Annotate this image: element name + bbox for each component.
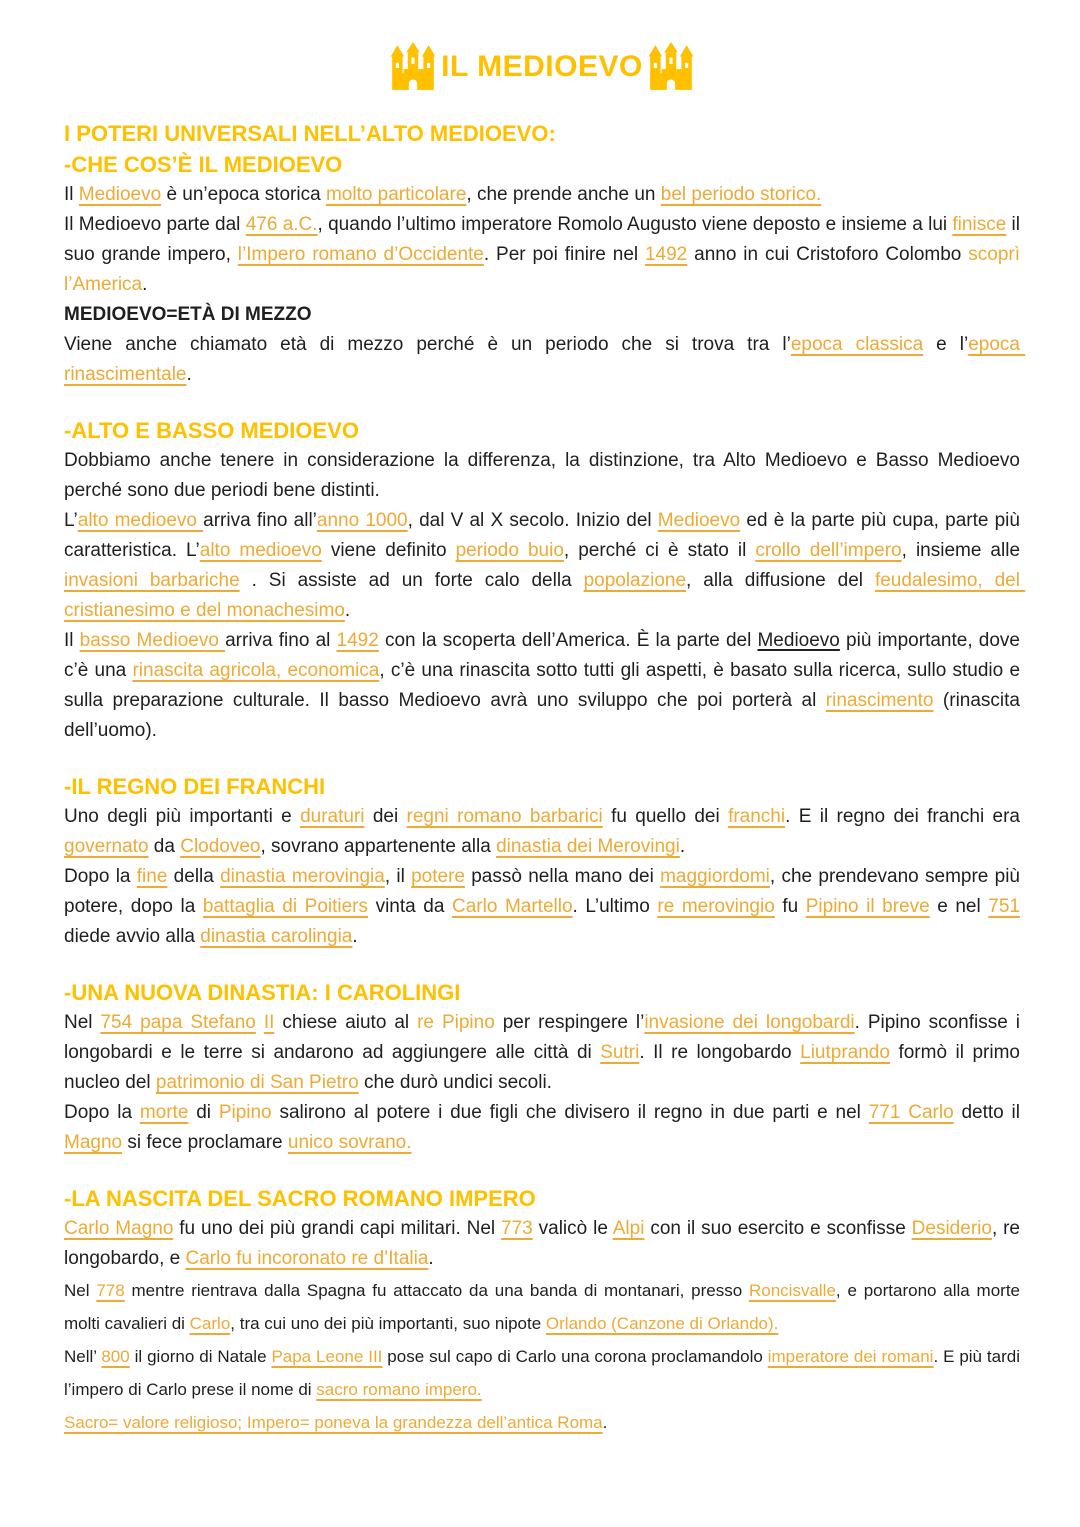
text-run: della	[167, 866, 221, 887]
highlighted-term: re merovingio	[657, 896, 775, 917]
highlighted-term: Sutri	[600, 1042, 640, 1063]
highlighted-term: duraturi	[300, 806, 365, 827]
highlighted-term: 771 Carlo	[868, 1102, 954, 1123]
text-run: viene definito	[321, 540, 456, 561]
highlighted-term: 476 a.C.	[245, 214, 318, 235]
section-heading: -CHE COS’È IL MEDIOEVO	[64, 152, 343, 177]
text-run: anno in cui Cristoforo Colombo	[687, 244, 969, 265]
castle-icon	[388, 42, 438, 92]
text-run: passò nella mano dei	[464, 866, 661, 887]
highlighted-term: alto medioevo	[77, 510, 204, 531]
text-run: .	[352, 926, 358, 947]
highlighted-term: governato	[64, 836, 149, 857]
paragraph	[64, 446, 1026, 506]
text-run: , insieme alle	[901, 540, 1026, 561]
highlighted-term: anno 1000	[316, 510, 408, 531]
highlighted-term: dinastia carolingia	[200, 926, 353, 947]
paragraph	[64, 1274, 1025, 1340]
highlighted-term: periodo buio	[455, 540, 564, 561]
text-run: Nel	[64, 1012, 101, 1033]
text-run: scoprì l’America	[64, 244, 1026, 295]
text-run: , che prende anche un	[466, 184, 661, 205]
paragraph	[64, 1008, 1026, 1098]
text-run: formò il primo nucleo del	[64, 1042, 1026, 1093]
highlighted-term: 754 papa Stefano	[100, 1012, 256, 1033]
highlighted-term: Alpi	[612, 1218, 645, 1239]
paragraph	[64, 1340, 1025, 1406]
castle-icon	[646, 42, 696, 92]
text-run: .	[602, 1413, 608, 1432]
highlighted-term: 751	[988, 896, 1020, 917]
highlighted-term: Carlo	[189, 1314, 231, 1333]
text-run	[256, 1012, 264, 1033]
text-run: Viene anche chiamato età di mezzo perché è un periodo che si trova tra l’	[64, 334, 791, 355]
highlighted-term: 800	[101, 1347, 130, 1366]
text-run: .	[142, 274, 148, 295]
highlighted-term: rinascimento	[825, 690, 934, 711]
text-run: fu uno dei più grandi capi militari. Nel	[173, 1218, 502, 1239]
text-run: fu quello dei	[602, 806, 729, 827]
text-run: (rinascita dell’uomo).	[64, 690, 1026, 741]
text-run: Dobbiamo anche tenere in considerazione la differenza, la distinzione, tra Alto Medioevo e Basso Medioevo perché sono due periodi bene distinti.	[64, 450, 1026, 501]
text-run: .	[344, 600, 351, 621]
highlighted-term: popolazione	[583, 570, 687, 591]
highlighted-term: Medioevo	[78, 184, 162, 205]
text-run: .	[679, 836, 686, 857]
text-run: , re longobardo, e	[64, 1218, 1026, 1269]
text-run: Nell’	[64, 1347, 102, 1366]
highlighted-term: battaglia di Poitiers	[202, 896, 369, 917]
highlighted-term: Carlo Magno	[64, 1218, 174, 1239]
paragraph	[64, 180, 1020, 210]
text-run: . Per poi finire nel	[483, 244, 645, 265]
highlighted-term: franchi	[728, 806, 786, 827]
highlighted-term: l’Impero romano d’Occidente	[237, 244, 484, 265]
text-run: Il	[64, 630, 80, 651]
highlighted-term: potere	[411, 866, 465, 887]
text-run: , tra cui uno dei più importanti, suo nipote	[230, 1314, 546, 1333]
highlighted-term: feudalesimo, del cristianesimo e del monachesimo	[64, 570, 1026, 621]
paragraph	[64, 210, 1026, 300]
text-run: per respingere l’	[494, 1012, 645, 1033]
text-run: detto il	[953, 1102, 1026, 1123]
text-run: Nel	[64, 1281, 97, 1300]
text-run: , dal V al X secolo. Inizio del	[407, 510, 658, 531]
text-run: , c’è una rinascita sotto tutti gli aspetti, è basato sulla ricerca, sullo studio e sulla preparazione culturale. Il basso Medioevo avrà uno sviluppo che poi porterà al	[64, 660, 1026, 711]
section-heading: -ALTO E BASSO MEDIOEVO	[64, 418, 359, 443]
text-run: ed è la parte più cupa, parte più caratteristica. L’	[64, 510, 1026, 561]
text-run: , sovrano appartenente alla	[260, 836, 497, 857]
text-run: salirono al potere i due figli che divisero il regno in due parti e nel	[271, 1102, 869, 1123]
highlighted-term: II	[263, 1012, 275, 1033]
highlighted-term: Medioevo	[657, 510, 741, 531]
highlighted-term: molto particolare	[325, 184, 467, 205]
paragraph	[64, 300, 1020, 330]
highlighted-term: morte	[139, 1102, 189, 1123]
highlighted-term: 1492	[336, 630, 379, 651]
paragraph	[64, 330, 1026, 390]
highlighted-term: patrimonio di San Pietro	[155, 1072, 359, 1093]
document-blocks	[64, 118, 1026, 1439]
text-run: Dopo la	[64, 866, 137, 887]
text-run: .	[186, 364, 192, 385]
highlighted-term: maggiordomi	[660, 866, 770, 887]
highlighted-term: Roncisvalle	[748, 1281, 836, 1300]
text-run: MEDIOEVO=ETÀ DI MEZZO	[64, 304, 312, 325]
highlighted-term: Carlo Martello	[451, 896, 573, 917]
highlighted-term: basso Medioevo	[79, 630, 226, 651]
highlighted-term: imperatore dei romani	[767, 1347, 934, 1366]
text-run: che durò undici secoli.	[358, 1072, 552, 1093]
text-run: . E più tardi l’impero di Carlo prese il nome di	[64, 1347, 1025, 1399]
section-heading: -IL REGNO DEI FRANCHI	[64, 774, 326, 799]
text-run: fu	[774, 896, 806, 917]
text-run: Medioevo	[757, 630, 840, 651]
text-run: , e portarono alla morte molti cavalieri di	[64, 1281, 1025, 1333]
text-run: . Il re longobardo	[639, 1042, 801, 1063]
paragraph	[64, 626, 1026, 746]
text-run: il suo grande impero,	[64, 214, 1026, 265]
text-run: diede avvio alla	[64, 896, 1026, 947]
text-run: più importante, dove c’è una	[64, 630, 1026, 681]
text-run: con il suo esercito e sconfisse	[644, 1218, 912, 1239]
text-run: , perché ci è stato il	[563, 540, 756, 561]
highlighted-term: crollo dell’impero	[755, 540, 902, 561]
highlighted-term: Clodoveo	[180, 836, 261, 857]
text-run: arriva fino all’	[203, 510, 317, 531]
highlighted-term: finisce	[952, 214, 1007, 235]
text-run: dei	[364, 806, 407, 827]
highlighted-term: dinastia merovingia	[220, 866, 385, 887]
section-title: I POTERI UNIVERSALI NELL’ALTO MEDIOEVO:	[64, 121, 556, 146]
text-run: vinta da	[368, 896, 452, 917]
highlighted-term: rinascita agricola, economica	[132, 660, 380, 681]
text-run: L’	[64, 510, 78, 531]
text-run: mentre rientrava dalla Spagna fu attaccato da una banda di montanari, presso	[124, 1281, 749, 1300]
text-run: si fece proclamare	[122, 1132, 288, 1153]
highlighted-term: alto medioevo	[199, 540, 322, 561]
highlighted-term: Sacro= valore religioso; Impero= poneva la grandezza dell’antica Roma	[64, 1413, 603, 1432]
highlighted-term: Magno	[64, 1132, 123, 1153]
highlighted-term: 1492	[644, 244, 688, 265]
text-run: con la scoperta dell’America. È la parte del	[378, 630, 758, 651]
text-run: , quando l’ultimo imperatore Romolo Augusto viene deposto e insieme a lui	[317, 214, 953, 235]
highlighted-term: Pipino il breve	[805, 896, 930, 917]
text-run: Pipino	[218, 1102, 272, 1123]
text-run: da	[148, 836, 181, 857]
paragraph	[64, 1214, 1026, 1274]
highlighted-term: invasione dei longobardi	[644, 1012, 855, 1033]
highlighted-term: 773	[501, 1218, 533, 1239]
highlighted-term: sacro romano impero.	[316, 1380, 482, 1399]
section-heading: -LA NASCITA DEL SACRO ROMANO IMPERO	[64, 1186, 536, 1211]
highlighted-term: dinastia dei Merovingi	[496, 836, 680, 857]
document-header	[64, 42, 1020, 92]
text-run: . Si assiste ad un forte calo della	[239, 570, 584, 591]
section-heading: -UNA NUOVA DINASTIA: I CAROLINGI	[64, 980, 461, 1005]
text-run: . Pipino sconfisse i longobardi e le terre si andarono ad aggiungere alle città di	[64, 1012, 1026, 1063]
highlighted-term: fine	[136, 866, 168, 887]
page-title: IL MEDIOEVO	[441, 50, 643, 83]
paragraph	[64, 1098, 1026, 1158]
text-run: arriva fino al	[225, 630, 337, 651]
paragraph	[64, 506, 1026, 626]
text-run: Il Medioevo parte dal	[64, 214, 246, 235]
highlighted-term: 778	[96, 1281, 125, 1300]
text-run: il giorno di Natale	[129, 1347, 272, 1366]
text-run: , alla diffusione del	[686, 570, 875, 591]
text-run: chiese aiuto al	[274, 1012, 418, 1033]
highlighted-term: Liutprando	[800, 1042, 890, 1063]
text-run: e nel	[929, 896, 989, 917]
highlighted-term: Desiderio	[911, 1218, 992, 1239]
text-run: Il	[64, 184, 79, 205]
paragraph	[64, 802, 1026, 862]
text-run: pose sul capo di Carlo una corona proclamandolo	[382, 1347, 768, 1366]
text-run: . L’ultimo	[572, 896, 658, 917]
paragraph	[64, 1406, 1020, 1439]
paragraph	[64, 862, 1026, 952]
highlighted-term: epoca rinascimentale	[64, 334, 1026, 385]
highlighted-term: Papa Leone III	[271, 1347, 383, 1366]
text-run: Uno degli più importanti e	[64, 806, 301, 827]
text-run: , che prendevano sempre più potere, dopo la	[64, 866, 1026, 917]
text-run: .	[428, 1248, 434, 1269]
highlighted-term: bel periodo storico.	[660, 184, 822, 205]
text-run: di	[188, 1102, 219, 1123]
highlighted-term: Carlo fu incoronato re d’Italia	[185, 1248, 429, 1269]
highlighted-term: unico sovrano.	[287, 1132, 412, 1153]
text-run: re Pipino	[417, 1012, 495, 1033]
text-run: Dopo la	[64, 1102, 140, 1123]
highlighted-term: Orlando (Canzone di Orlando).	[545, 1314, 779, 1333]
highlighted-term: invasioni barbariche	[64, 570, 240, 591]
highlighted-term: epoca classica	[790, 334, 924, 355]
text-run: valicò le	[532, 1218, 613, 1239]
text-run: , il	[384, 866, 412, 887]
highlighted-term: regni romano barbarici	[406, 806, 603, 827]
text-run: . E il regno dei franchi era	[785, 806, 1026, 827]
text-run: è un’epoca storica	[161, 184, 326, 205]
text-run: e l’	[923, 334, 969, 355]
